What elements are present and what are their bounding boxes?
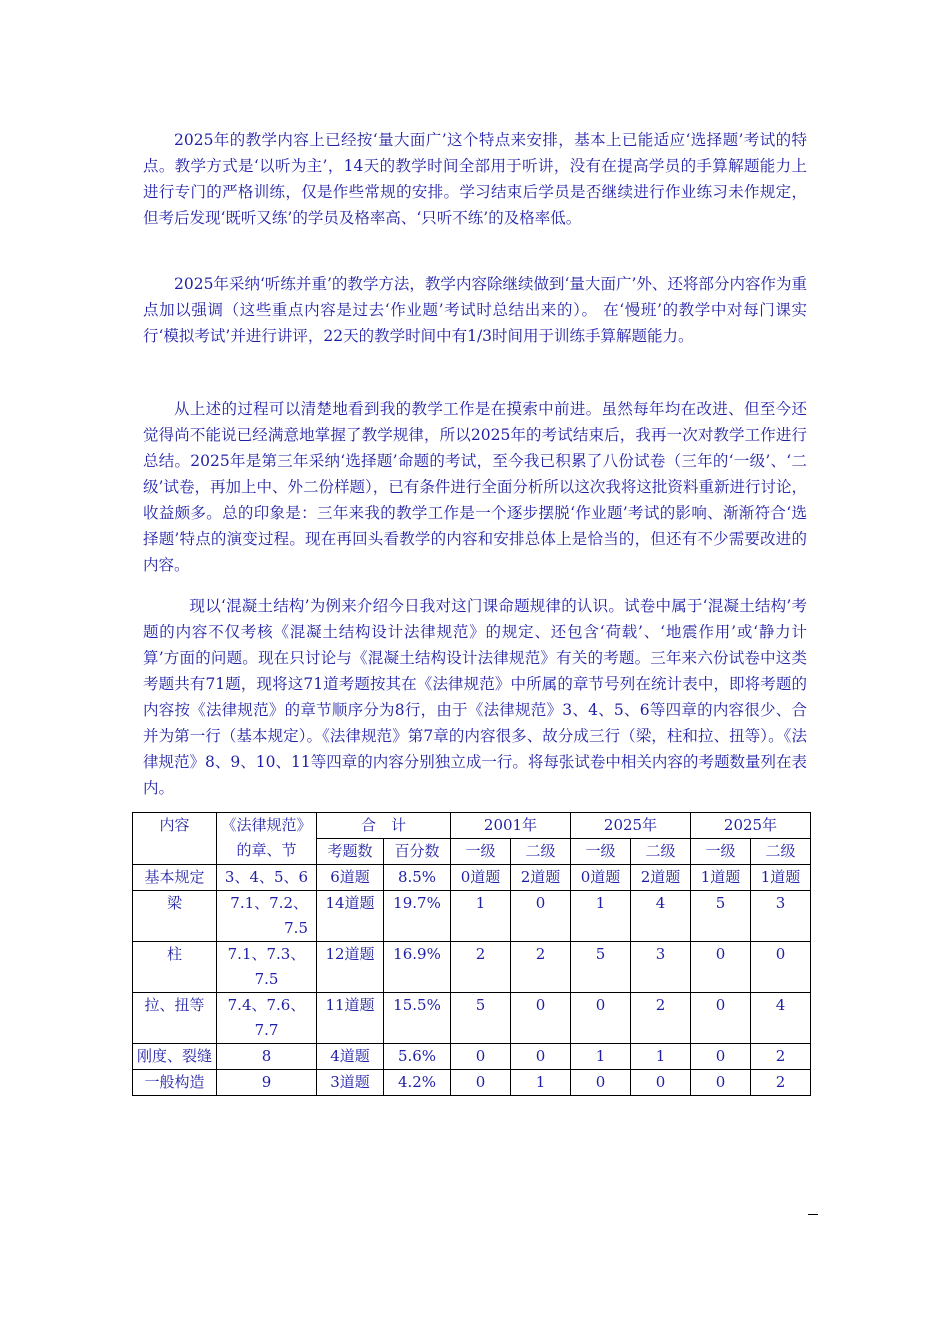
paragraph-1: 2025年的教学内容上已经按‘量大面广’这个特点来安排，基本上已能适应‘选择题’考试的特点。教学方式是‘以听为主’，14天的教学时间全部用于听讲，没有在提高学员的手算解题能力上进行专门的严格训练，仅是作些常规的安排。学习结束后学员是否继续进行作业练习未作规定，但考后发现‘既听又练’的学员及格率高、‘只听不练’的及格率低。	[143, 131, 807, 227]
row-value: 0	[631, 1070, 691, 1096]
row-value: 2道题	[511, 865, 571, 891]
row-value: 2	[751, 1070, 811, 1096]
header-year-3: 2025年	[691, 813, 811, 839]
row-content: 梁	[133, 891, 217, 942]
row-value: 0	[511, 891, 571, 942]
table-row	[133, 865, 811, 891]
paragraph-4: 现以‘混凝土结构’为例来介绍今日我对这门课命题规律的认识。试卷中属于‘混凝土结构’考题的内容不仅考核《混凝土结构设计法律规范》的规定、还包含‘荷载’、‘地震作用’或‘静力计算’方面的问题。现在只讨论与《混凝土结构设计法律规范》有关的考题。三年来六份试卷中这类考题共有71题，现将这71道考题按其在《法律规范》中所属的章节号列在统计表中，即将考题的内容按《法律规范》的章节顺序分为8行，由于《法律规范》3、4、5、6等四章的内容很少、合并为第一行（基本规定）。《法律规范》第7章的内容很多、故分成三行（梁，柱和拉、扭等）。《法律规范》8、9、10、11等四章的内容分别独立成一行。将每张试卷中相关内容的考题数量列在表内。	[143, 597, 807, 797]
header-total: 合 计	[317, 813, 451, 839]
table-header-row-1	[133, 813, 811, 839]
header-content: 内容	[133, 813, 217, 865]
row-value: 2	[631, 993, 691, 1044]
row-value: 0	[691, 942, 751, 993]
row-value: 1	[571, 1044, 631, 1070]
row-count: 3道题	[317, 1070, 384, 1096]
row-chapter: 7.1、7.2、7.5	[217, 891, 317, 942]
row-count: 12道题	[317, 942, 384, 993]
row-value: 0	[751, 942, 811, 993]
paragraph-3: 从上述的过程可以清楚地看到我的教学工作是在摸索中前进。虽然每年均在改进、但至今还觉得尚不能说已经满意地掌握了教学规律，所以2025年的考试结束后，我再一次对教学工作进行总结。2025年是第三年采纳‘选择题’命题的考试，至今我已积累了八份试卷（三年的‘一级’、‘二级’试卷，再加上中、外二份样题），已有条件进行全面分析所以这次我将这批资料重新进行讨论，收益颇多。总的印象是：三年来我的教学工作是一个逐步摆脱‘作业题’考试的影响、渐渐符合‘选择题’特点的演变过程。现在再回头看教学的内容和安排总体上是恰当的，但还有不少需要改进的内容。	[143, 400, 807, 574]
row-value: 0道题	[451, 865, 511, 891]
table-row	[133, 993, 811, 1044]
row-count: 11道题	[317, 993, 384, 1044]
row-content: 一般构造	[133, 1070, 217, 1096]
header-count: 考题数	[317, 839, 384, 865]
table-row	[133, 891, 811, 942]
row-value: 5	[691, 891, 751, 942]
row-percent: 5.6%	[384, 1044, 451, 1070]
row-value: 0	[451, 1070, 511, 1096]
header-year-2: 2025年	[571, 813, 691, 839]
exam-statistics-table	[132, 812, 811, 1096]
row-value: 1	[571, 891, 631, 942]
row-content: 基本规定	[133, 865, 217, 891]
row-count: 6道题	[317, 865, 384, 891]
header-year-1: 2001年	[451, 813, 571, 839]
row-value: 1	[631, 1044, 691, 1070]
row-value: 0	[451, 1044, 511, 1070]
header-chapter: 《法律规范》的章、节	[217, 813, 317, 865]
row-value: 0	[511, 1044, 571, 1070]
row-chapter: 7.4、7.6、7.7	[217, 993, 317, 1044]
row-content: 拉、扭等	[133, 993, 217, 1044]
row-chapter: 3、4、5、6	[217, 865, 317, 891]
header-level-2: 二级	[511, 839, 571, 865]
row-value: 0	[511, 993, 571, 1044]
header-level-1: 一级	[571, 839, 631, 865]
row-chapter: 9	[217, 1070, 317, 1096]
row-value: 0	[691, 993, 751, 1044]
row-chapter: 7.1、7.3、7.5	[217, 942, 317, 993]
row-value: 0	[691, 1044, 751, 1070]
table-row	[133, 942, 811, 993]
header-level-2: 二级	[751, 839, 811, 865]
row-chapter: 8	[217, 1044, 317, 1070]
row-percent: 4.2%	[384, 1070, 451, 1096]
row-value: 0道题	[571, 865, 631, 891]
row-value: 2道题	[631, 865, 691, 891]
table-edge-line	[808, 1214, 818, 1215]
table-row	[133, 1044, 811, 1070]
row-value: 2	[511, 942, 571, 993]
row-content: 柱	[133, 942, 217, 993]
row-value: 2	[751, 1044, 811, 1070]
row-value: 3	[631, 942, 691, 993]
row-value: 1道题	[691, 865, 751, 891]
row-value: 1道题	[751, 865, 811, 891]
row-value: 0	[571, 993, 631, 1044]
paragraph-2: 2025年采纳‘听练并重’的教学方法，教学内容除继续做到‘量大面广’外、还将部分内容作为重点加以强调（这些重点内容是过去‘作业题’考试时总结出来的）。 在‘慢班’的教学中对每门课实行‘模拟考试’并进行讲评，22天的教学时间中有1/3时间用于训练手算解题能力。	[143, 275, 807, 345]
row-value: 3	[751, 891, 811, 942]
header-level-1: 一级	[451, 839, 511, 865]
row-value: 5	[571, 942, 631, 993]
row-value: 4	[631, 891, 691, 942]
row-percent: 8.5%	[384, 865, 451, 891]
header-level-1: 一级	[691, 839, 751, 865]
row-percent: 19.7%	[384, 891, 451, 942]
row-value: 2	[451, 942, 511, 993]
row-percent: 16.9%	[384, 942, 451, 993]
row-value: 0	[571, 1070, 631, 1096]
table-row	[133, 1070, 811, 1096]
header-percent: 百分数	[384, 839, 451, 865]
row-value: 0	[691, 1070, 751, 1096]
row-count: 4道题	[317, 1044, 384, 1070]
row-content: 刚度、裂缝	[133, 1044, 217, 1070]
row-value: 4	[751, 993, 811, 1044]
header-level-2: 二级	[631, 839, 691, 865]
row-count: 14道题	[317, 891, 384, 942]
row-value: 1	[451, 891, 511, 942]
row-percent: 15.5%	[384, 993, 451, 1044]
row-value: 1	[511, 1070, 571, 1096]
row-value: 5	[451, 993, 511, 1044]
